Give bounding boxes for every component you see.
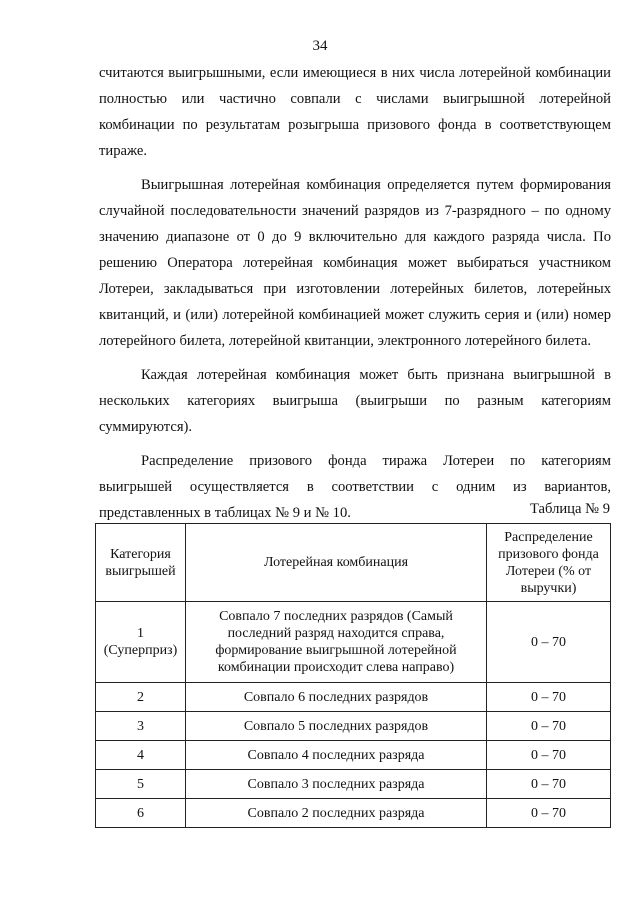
body-text	[99, 60, 611, 534]
header-category: Категория выигрышей	[96, 524, 186, 602]
cell-distribution: 0 – 70	[487, 683, 611, 712]
cell-distribution: 0 – 70	[487, 770, 611, 799]
cell-distribution: 0 – 70	[487, 741, 611, 770]
table-row	[96, 602, 611, 683]
cell-category: 3	[96, 712, 186, 741]
cell-category: 5	[96, 770, 186, 799]
cell-distribution: 0 – 70	[487, 712, 611, 741]
cell-combination: Совпало 4 последних разряда	[186, 741, 487, 770]
paragraph-4: Распределение призового фонда тиража Лотереи по категориям выигрышей осуществляется в соответствии с одним из вариантов, представленных в таблицах № 9 и № 10.	[99, 453, 611, 521]
cell-category: 1 (Суперприз)	[96, 602, 186, 683]
cell-combination: Совпало 5 последних разрядов	[186, 712, 487, 741]
cell-distribution: 0 – 70	[487, 602, 611, 683]
header-distribution: Распределение призового фонда Лотереи (% от выручки)	[487, 524, 611, 602]
paragraph-3: Каждая лотерейная комбинация может быть признана выигрышной в нескольких категориях выигрыша (выигрыши по разным категориям суммируются).	[99, 367, 611, 435]
cell-category: 6	[96, 799, 186, 828]
table-row	[96, 770, 611, 799]
table-caption: Таблица № 9	[530, 501, 610, 517]
table-row	[96, 683, 611, 712]
cell-category: 4	[96, 741, 186, 770]
table-row	[96, 712, 611, 741]
cell-category: 2	[96, 683, 186, 712]
header-combination: Лотерейная комбинация	[186, 524, 487, 602]
page-number: 34	[312, 38, 328, 54]
table-header-row	[96, 524, 611, 602]
cell-combination: Совпало 2 последних разряда	[186, 799, 487, 828]
prize-distribution-table	[95, 523, 611, 828]
paragraph-2: Выигрышная лотерейная комбинация определяется путем формирования случайной последовательности значений разрядов из 7-разрядного – по одному значению диапазоне от 0 до 9 включительно для каждого разряда числа. По решению Оператора лотерейная комбинация может выбираться участником Лотереи, закладываться при изготовлении лотерейных билетов, лотерейных квитанций, и (или) лотерейной комбинацией может служить серия и (или) номер лотерейного билета, лотерейной квитанции, электронного лотерейного билета.	[99, 177, 611, 349]
cell-combination: Совпало 3 последних разряда	[186, 770, 487, 799]
cell-distribution: 0 – 70	[487, 799, 611, 828]
paragraph-1: считаются выигрышными, если имеющиеся в них числа лотерейной комбинации полностью или частично совпали с числами выигрышной лотерейной комбинации по результатам розыгрыша призового фонда в соответствующем тираже.	[99, 65, 611, 159]
table-row	[96, 799, 611, 828]
table-row	[96, 741, 611, 770]
cell-combination: Совпало 7 последних разрядов (Самый последний разряд находится справа, формирование выигрышной лотерейной комбинации происходит слева направо)	[186, 602, 487, 683]
cell-combination: Совпало 6 последних разрядов	[186, 683, 487, 712]
